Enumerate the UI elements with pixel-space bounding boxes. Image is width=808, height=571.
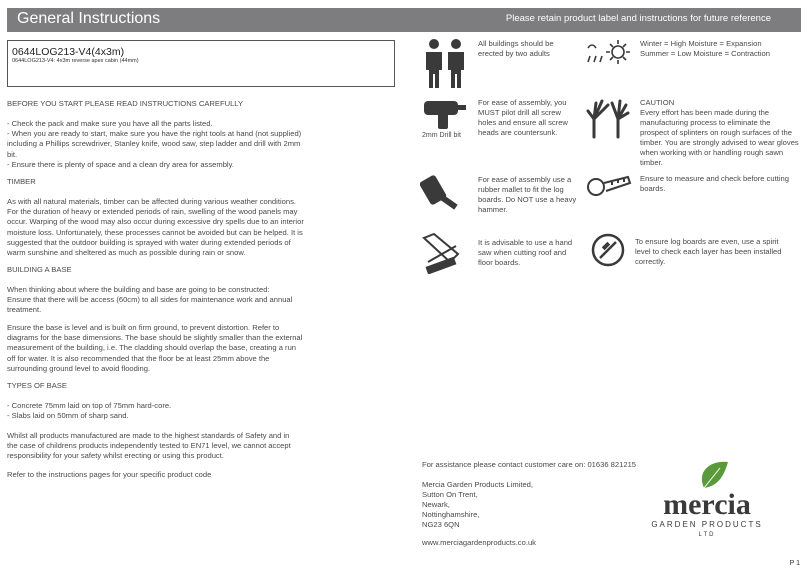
- types-heading: TYPES OF BASE: [7, 381, 67, 390]
- text-line: timber. You are strongly advised to wear gloves: [640, 138, 799, 147]
- text-line: prospect of splinters on rough surfaces of the: [640, 128, 792, 137]
- text-line: Nottinghamshire,: [422, 510, 480, 519]
- saw-icon: [420, 232, 466, 274]
- types-list: [7, 401, 399, 421]
- text-line: level to check each layer has been installed: [635, 247, 782, 256]
- text-line: - Concrete 75mm laid on top of 75mm hard-core.: [7, 401, 172, 410]
- text-line: CAUTION: [640, 98, 675, 107]
- logo-tagline: GARDEN PRODUCTS: [651, 520, 763, 529]
- text-line: - Slabs laid on 50mm of sharp sand.: [7, 411, 129, 421]
- weather-icon: [584, 38, 632, 72]
- tape-measure-icon: [584, 173, 632, 203]
- text-line: treatment.: [7, 305, 42, 315]
- text-line: Sutton On Trent,: [422, 490, 478, 499]
- text-line: holes and ensure all screw: [478, 118, 568, 127]
- text-line: For the duration of heavy or extended periods of rain, swelling of the wood panels may: [7, 207, 298, 217]
- customer-care: [422, 460, 636, 470]
- text-line: moisture loss. Unfortunately, these processes cannot be avoided but can be helped. It is: [7, 227, 303, 237]
- logo-suffix: LTD: [698, 532, 716, 538]
- company-address: [422, 480, 533, 530]
- refer-text: [7, 470, 399, 480]
- logo-name: mercia: [663, 488, 751, 521]
- text-line: occur. Warping of the wood may also occur during excessive dry spells due to an interior: [7, 217, 304, 227]
- text-line: Summer = Low Moisture = Contraction: [640, 49, 770, 58]
- text-line: boards. Do NOT use a heavy: [478, 195, 577, 204]
- text-line: For ease of assembly use a: [478, 175, 572, 184]
- level-tip: [635, 237, 781, 267]
- drill-caption: 2mm Drill bit: [422, 132, 461, 139]
- text-line: Whilst all products manufactured are made to the highest standards of Safety and in: [7, 431, 290, 440]
- text-line: erected by two adults: [478, 49, 550, 58]
- text-line: BEFORE YOU START PLEASE READ INSTRUCTIONS CAREFULLY: [7, 99, 244, 108]
- base-heading: BUILDING A BASE: [7, 265, 72, 274]
- text-line: All buildings should be: [478, 39, 554, 48]
- text-line: hammer.: [478, 205, 508, 214]
- text-line: For ease of assembly, you: [478, 98, 567, 107]
- text-line: when working with or handling rough sawn: [640, 148, 784, 157]
- base-access-text: [7, 285, 399, 316]
- text-line: rubber mallet to fit the log: [478, 185, 564, 194]
- safety-text: [7, 431, 399, 462]
- timber-heading: TIMBER: [7, 177, 36, 186]
- text-line: bit.: [7, 149, 18, 159]
- text-line: surrounding ground level to avoid flooding.: [7, 363, 151, 373]
- mallet-icon: [420, 173, 464, 213]
- text-line: Mercia Garden Products Limited,: [422, 480, 533, 489]
- header-bar: [7, 8, 801, 32]
- base-level-text: [7, 323, 399, 374]
- website-link[interactable]: [422, 538, 536, 548]
- text-line: www.merciagardenproducts.co.uk: [422, 538, 536, 547]
- weather-tip: [640, 39, 770, 59]
- text-line: Ensure to measure and check before cutting: [640, 174, 790, 183]
- text-line: It is advisable to use a hand: [478, 238, 573, 247]
- product-code-box: [7, 40, 395, 87]
- text-line: heads are countersunk.: [478, 128, 558, 137]
- text-line: measurement of the building, i.e. The cladding should overlap the base, creating a run: [7, 343, 297, 353]
- text-line: boards.: [640, 184, 666, 193]
- drill-tip: [478, 98, 568, 138]
- page-title: General Instructions: [17, 10, 161, 27]
- text-line: including a Phillips screwdriver, Stanley knife, wood saw, step ladder and drill with 2mm: [7, 139, 301, 149]
- text-line: saw when cutting roof and: [478, 248, 567, 257]
- text-line: For assistance please contact customer care on: 01636 821215: [422, 460, 637, 469]
- text-line: warm sunshine and sheltered as much as possible during rain or snow.: [7, 248, 246, 258]
- text-line: - Check the pack and make sure you have all the parts listed.: [7, 119, 213, 128]
- product-description: 0644LOG213-V4: 4x3m reverse apex cabin (44mm): [12, 58, 139, 64]
- text-line: Ensure that there will be access (60cm) to all sides for maintenance work and annual: [7, 295, 293, 305]
- text-line: NG23 6QN: [422, 520, 460, 529]
- no-hammer-icon: [590, 232, 626, 268]
- text-line: As with all natural materials, timber can be affected during various weather conditions.: [7, 197, 296, 206]
- text-line: - Ensure there is plenty of space and a clean dry area for assembly.: [7, 159, 234, 169]
- text-line: diagrams for the base dimensions. The base should be slightly smaller than the external: [7, 333, 303, 343]
- text-line: Winter = High Moisture = Expansion: [640, 39, 762, 48]
- product-code: 0644LOG213-V4(4x3m): [12, 46, 125, 58]
- caution-tip: [640, 98, 799, 168]
- saw-tip: [478, 238, 572, 268]
- text-line: the case of childrens products independently tested to EN71 level, we cannot accept: [7, 441, 291, 451]
- text-line: suggested that the outdoor building is sprayed with water during extended periods of: [7, 237, 291, 247]
- page-number: P 1: [789, 560, 800, 567]
- text-line: manufacturing process to eliminate the: [640, 118, 771, 127]
- timber-text: [7, 197, 399, 258]
- gloves-icon: [584, 97, 632, 143]
- text-line: Refer to the instructions pages for your specific product code: [7, 470, 212, 479]
- adults-tip: [478, 39, 554, 59]
- measure-tip: [640, 174, 789, 194]
- header-note: Please retain product label and instructions for future reference: [505, 13, 771, 24]
- text-line: Every effort has been made during the: [640, 108, 770, 117]
- two-people-icon: [420, 38, 470, 90]
- text-line: Ensure the base is level and is built on firm ground, to prevent distortion. Refer to: [7, 323, 280, 332]
- before-start-heading: [7, 99, 399, 109]
- text-line: When thinking about where the building and base are going to be constructed:: [7, 285, 270, 294]
- text-line: timber.: [640, 158, 663, 167]
- text-line: - When you are ready to start, make sure you have the right tools at hand (not supplied): [7, 129, 302, 139]
- text-line: Newark,: [422, 500, 450, 509]
- checklist: [7, 119, 399, 170]
- text-line: off for water. It is also recommended that the floor be at least 25mm above the: [7, 353, 270, 363]
- text-line: MUST pilot drill all screw: [478, 108, 561, 117]
- drill-icon: [420, 97, 470, 131]
- mercia-logo: [632, 458, 782, 542]
- text-line: correctly.: [635, 257, 666, 266]
- text-line: To ensure log boards are even, use a spirit: [635, 237, 779, 246]
- mallet-tip: [478, 175, 576, 215]
- text-line: floor boards.: [478, 258, 521, 267]
- text-line: responsibility for your safety whilst erecting or using this product.: [7, 451, 224, 461]
